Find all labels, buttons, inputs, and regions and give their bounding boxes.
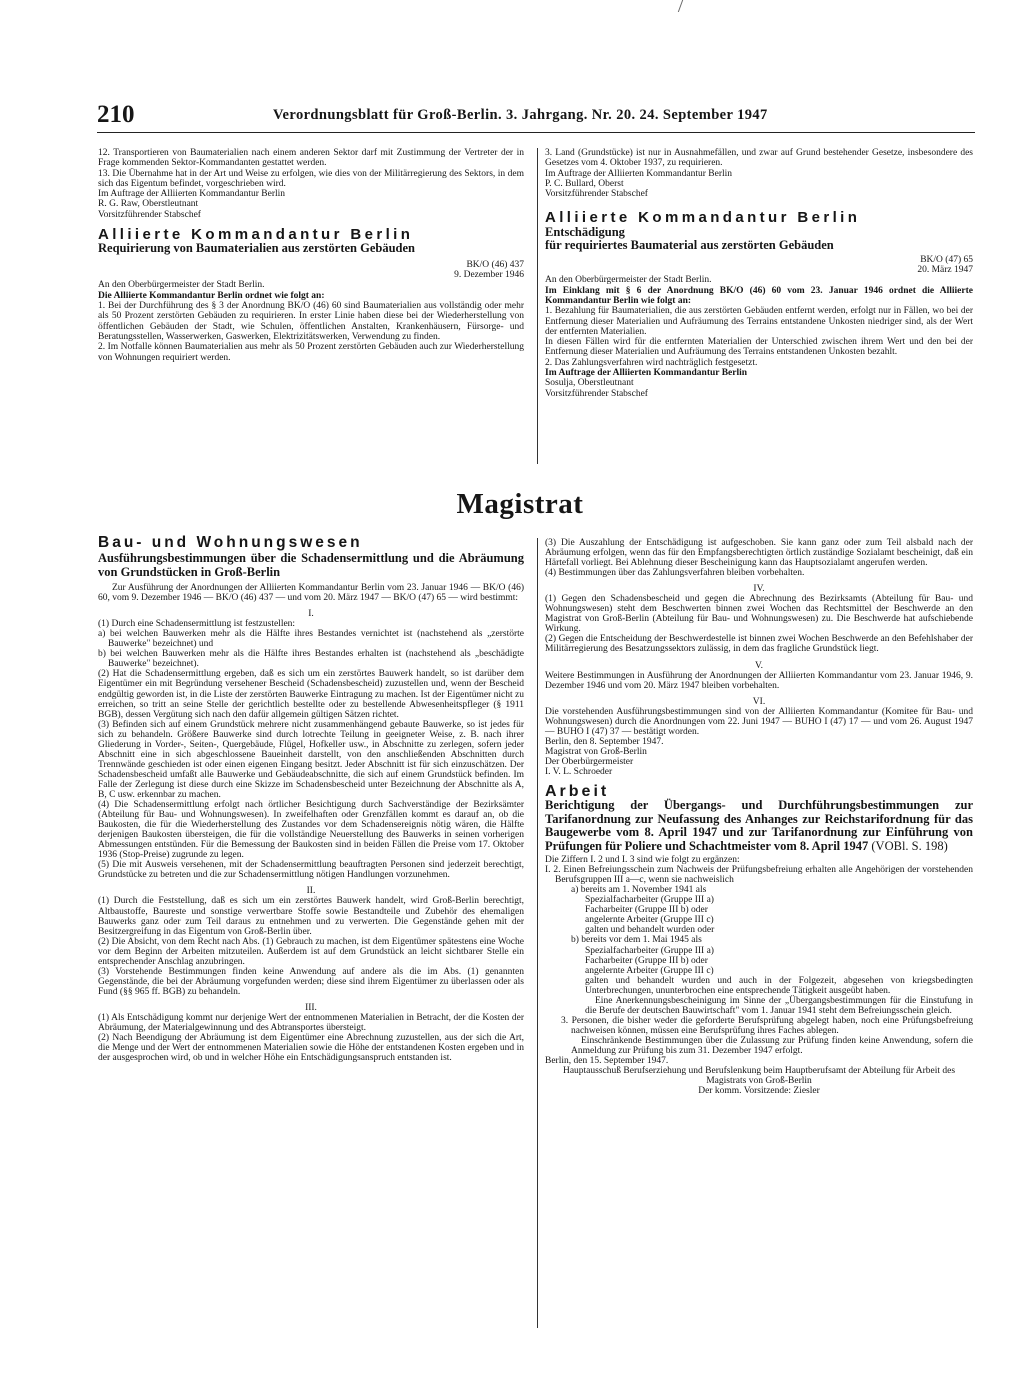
regulation-title: Ausführungsbestimmungen über die Schadensermittlung und die Abräumung von Grundstücken in Groß-Berlin	[98, 551, 524, 579]
item-a-line: Spezialfacharbeiter (Gruppe III a)	[585, 895, 714, 906]
roman-heading-5: V.	[754, 660, 763, 671]
roman-heading-4: IV.	[753, 584, 765, 595]
para-I-1: (1) Durch eine Schadensermittlung ist festzustellen:	[98, 619, 296, 630]
signature-role: Vorsitzführender Stabschef	[545, 388, 648, 399]
item-a-line: angelernte Arbeiter (Gruppe III c)	[585, 915, 714, 926]
signature-role: Vorsitzführender Stabschef	[545, 189, 648, 200]
para-2: 2. Im Notfalle können Baumaterialien aus mehr als 50 Prozent zerstörten Gebäuden auch zur Wiederherstellung von Wohnungen requiriert werden.	[98, 342, 524, 363]
header-rule	[97, 132, 975, 133]
correction-title	[545, 799, 973, 853]
item-b-line: Facharbeiter (Gruppe III b) oder	[585, 955, 708, 966]
item-a-line: galten und behandelt wurden oder	[585, 925, 715, 936]
item-I-2: I. 2. Einen Befreiungsschein zum Nachweis der Prüfungsbefreiung erhalten alle Angehörigen der vorstehenden Berufsgruppen III a—c, wenn sie nachweislich	[545, 865, 973, 886]
item-a-line: Facharbeiter (Gruppe III b) oder	[585, 905, 708, 916]
signature-name: P. C. Bullard, Oberst	[545, 178, 624, 189]
column-divider-bottom	[537, 538, 538, 1328]
ordinance-subtitle: Entschädigung	[545, 224, 625, 239]
para-V: Weitere Bestimmungen in Ausführung der Anordnungen der Alliierten Kommandantur vom 23. Januar 1946, 9. Dezember 1946 und vom 20. März 1947 bleiben vorbehalten.	[545, 670, 973, 691]
signature-name: I. V. L. Schroeder	[545, 766, 613, 777]
signer: Der komm. Vorsitzende: Ziesler	[698, 1086, 820, 1097]
para-IV-1: (1) Gegen den Schadensbescheid und gegen die Abrechnung des Bezirksamts (Abteilung für Bau- und Wohnungswesen) steht dem Beschwerten binnen zwei Wochen das Rechtsmittel der Beschwerde an den Magistrat von Groß-Berlin (Abteilung für Bau- und Wohnungswesen) zu. Die Beschwerde hat aufschiebende Wirkung.	[545, 594, 973, 635]
item-b-line: angelernte Arbeiter (Gruppe III c)	[585, 965, 714, 976]
addressee: An den Oberbürgermeister der Stadt Berlin.	[98, 280, 265, 291]
para-II-2: (2) Die Absicht, von dem Recht nach Abs. (1) Gebrauch zu machen, ist dem Eigentümer spätestens eine Woche vor dem Beginn der Arbeiten mitzuteilen. Außerdem ist auf dem Grundstück an leicht sichtbarer Stelle ein entsprechender Anschlag anzubringen.	[98, 936, 524, 967]
para-I-1a: a) bei welchen Bauwerken mehr als die Hälfte ihres Bestandes vernichtet ist (nachstehend als „zerstörte Bauwerke" bezeichnet) und	[98, 629, 524, 650]
para-1b: In diesen Fällen wird für die entfernten Materialien der Unterschied zwischen ihrem Wert und den bei der Entfernung dieser Materialien und Aufräumung des Terrains entstandenen Unkosten bezahlt.	[545, 337, 973, 358]
item-13: 13. Die Übernahme hat in der Art und Weise zu erfolgen, wie dies von der Militärregierung des Sektors, in dem sich das Eigentum befindet, vorgeschrieben wird.	[98, 168, 524, 189]
correction-title-ref: (VOBl. S. 198)	[871, 838, 948, 853]
kommandantur-heading: Alliierte Kommandantur Berlin	[98, 226, 414, 244]
item-12: 12. Transportieren von Baumaterialien nach einem anderen Sektor darf mit Zustimmung der Vertreter der in Frage kommenden Sektor-Kommandanten gestattet werden.	[98, 148, 524, 169]
magistrat-heading: Magistrat	[456, 488, 584, 520]
header-title: Verordnungsblatt für Groß-Berlin. 3. Jahrgang. Nr. 20. 24. September 1947	[273, 107, 768, 123]
ordinance-date: 20. März 1947	[917, 265, 973, 276]
left-top-column	[98, 148, 524, 363]
para-VI: Die vorstehenden Ausführungsbestimmungen sind von der Alliierten Kommandantur (Komitee für Bau- und Wohnungswesen) durch die Anordnungen vom 22. Juni 1947 — BUHO I (47) 17 — und vom 26. August 1947 — BUHO I (47) 37 — bestätigt worden.	[545, 706, 973, 737]
ordinance-date: 9. Dezember 1946	[454, 270, 524, 281]
para-I-4: (4) Die Schadensermittlung erfolgt nach örtlicher Besichtigung durch Sachverständige der Bezirksämter (Abteilung für Bau- und Wohnungswesen). In zweifelhaften oder Grenzfällen kommt es darauf an, ob die Baukosten, die für die Wiederherstellung des Zustandes vor dem Schadensereignis nötig wären, die Hälfte derjenigen Baukosten übersteigen, die für die vollständige Neuerstellung des Bauwerks in seinen vorherigen Abmessungen entstünden. Für die Bemessung der Baukosten sind in beiden Fällen die Preise vom 17. Oktober 1936 (Stop-Preise) zugrunde zu legen.	[98, 800, 524, 861]
para-I-2: (2) Hat die Schadensermittlung ergeben, daß es sich um ein zerstörtes Bauwerk handelt, so ist darüber dem Eigentümer ein mit Begründung versehener Bescheid (Schadensbescheid) zuzustellen und, wenn der Bescheid endgültig geworden ist, in die Liste der zerstörten Bauwerke Eintragung zu machen. Ist der Eigentümer nicht zu erreichen, so tritt an seine Stelle der gerichtlich bestellte oder zu bestellende Abwesenheitspfleger (§ 1911 BGB), dessen Vergütung sich nach den dafür allgemein gültigen Sätzen richtet.	[98, 669, 524, 720]
page-number: 210	[97, 101, 135, 128]
para-III-3: (3) Die Auszahlung der Entschädigung ist aufgeschoben. Sie kann ganz oder zum Teil alsbald nach der Abräumung erfolgen, wenn das für den Empfangsberechtigten örtlich zuständige Sozialamt bescheinigt, daß ein Härtefall vorliegt. Bei Ablehnung dieser Bescheinigung kann das Hauptsozialamt angerufen werden.	[545, 538, 973, 569]
para-IV-2: (2) Gegen die Entscheidung der Beschwerdestelle ist binnen zwei Wochen Beschwerde an den Befehlshaber der Militärregierung des Besatzungssektors zulässig, in dem das fragliche Grundstück liegt.	[545, 634, 973, 655]
right-bottom-column	[545, 538, 973, 1096]
para-I-1b: b) bei welchen Bauwerken mehr als die Hälfte ihres Bestandes erhalten ist (nachstehend als „beschädigte Bauwerke" bezeichnet).	[98, 649, 524, 670]
para-III-2: (2) Nach Beendigung der Abräumung ist dem Eigentümer eine Abrechnung zuzustellen, aus der sich die Art, die Menge und der Wert der entnommenen Materialien sowie die Höhe der entstandenen Kosten ergeben und in der ausgesprochen wird, ob und in welcher Höhe ein Entschädigungsanspruch entstanden ist.	[98, 1033, 524, 1064]
para-2: 2. Das Zahlungsverfahren wird nachträglich festgesetzt.	[545, 357, 758, 368]
regulation-intro: Zur Ausführung der Anordnungen der Alliierten Kommandantur Berlin vom 23. Januar 1946 — BK/O (46) 60, vom 9. Dezember 1946 — BK/O (46) 437 — und vom 20. März 1947 — BK/O (47) 65 — wird bestimmt:	[98, 583, 524, 604]
page-header	[97, 103, 977, 133]
right-top-column	[545, 148, 973, 399]
item-b-head: b) bereits vor dem 1. Mai 1945 als	[571, 935, 702, 946]
section-heading: Arbeit	[545, 783, 610, 801]
signature-name: R. G. Raw, Oberstleutnant	[98, 199, 199, 210]
para-III-1: (1) Als Entschädigung kommt nur derjenige Wert der entnommenen Materialien in Betracht, der die Kosten der Abräumung, der Materialgewinnung und des Abtransportes übersteigt.	[98, 1012, 524, 1034]
correction-title-text: Berichtigung der Übergangs- und Durchführungsbestimmungen zur Tarifanordnung zur Neufassung des Anhanges zur Reichstarifordnung für das Baugewerbe vom 8. April 1947 und zur Tarifanordnung zur Einführung von Prüfungen für Poliere und Schachtmeister vom 8. April 1947	[545, 798, 973, 853]
signature-role: Der Oberbürgermeister	[545, 756, 634, 767]
para-II-1: (1) Durch die Feststellung, daß es sich um ein zerstörtes Bauwerk handelt, wird Groß-Berlin berechtigt, Altbaustoffe, Baureste und sonstige verwertbare Stoffe sowie Bestandteile und Zubehör des ehemaligen Bauwerks ganz oder zum Teil daraus zu entnehmen und zu verwerten. Die Gegenstände gehen mit der Besitzergreifung in das Eigentum von Groß-Berlin über.	[98, 896, 524, 937]
ordinance-intro: Die Alliierte Kommandantur Berlin ordnet wie folgt an:	[98, 290, 325, 301]
correction-lead: Die Ziffern I. 2 und I. 3 sind wie folgt zu ergänzen:	[545, 855, 740, 866]
signature-role: Vorsitzführender Stabschef	[98, 209, 201, 220]
date-line: Berlin, den 15. September 1947.	[545, 1056, 669, 1067]
signature-line: Im Auftrage der Alliierten Kommandantur Berlin	[545, 168, 733, 179]
para-III-4: (4) Bestimmungen über das Zahlungsverfahren bleiben vorbehalten.	[545, 568, 805, 579]
roman-heading-3: III.	[305, 1002, 317, 1013]
roman-heading-1: I.	[308, 609, 314, 620]
signature-line: Im Auftrage der Alliierten Kommandantur Berlin	[545, 368, 748, 379]
scan-mark	[678, 0, 689, 12]
signature-line: Magistrat von Groß-Berlin	[545, 746, 647, 757]
item-a-head: a) bereits am 1. November 1941 als	[571, 885, 707, 896]
roman-heading-6: VI.	[752, 696, 766, 707]
item-3: 3. Land (Grundstücke) ist nur in Ausnahmefällen, und zwar auf Grund bestehender Gesetze, insbesondere des Gesetzes vom 4. Oktober 1937, zu requirieren.	[545, 148, 973, 169]
item-b-tail: galten und behandelt wurden und auch in der Folgezeit, abgesehen von kriegsbedingten Unterbrechungen, ununterbrochen eine entsprechende Tätigkeit ausgeübt haben.	[585, 975, 973, 996]
recognition-note: Eine Anerkennungsbescheinigung im Sinne der „Übergangsbestimmungen für die Einstufung in die Berufe der deutschen Bauwirtschaft" vom 1. Januar 1941 steht dem Befreiungsschein gleich.	[585, 995, 973, 1016]
issuer: Hauptausschuß Berufserziehung und Berufslenkung beim Hauptberufsamt der Abteilung für Arbeit des Magistrats von Groß-Berlin	[562, 1066, 956, 1087]
ordinance-intro: Im Einklang mit § 6 der Anordnung BK/O (46) 60 vom 23. Januar 1946 ordnet die Alliierte Kommandantur Berlin wie folgt an:	[545, 285, 973, 306]
kommandantur-heading: Alliierte Kommandantur Berlin	[545, 209, 861, 227]
ordinance-ref: BK/O (46) 437	[466, 259, 524, 270]
left-bottom-column	[98, 534, 524, 1064]
signature-line: Im Auftrage der Alliierten Kommandantur Berlin	[98, 189, 286, 200]
roman-heading-2: II.	[306, 886, 316, 897]
item-I-3b: Einschränkende Bestimmungen über die Zulassung zur Prüfung finden keine Anwendung, sofern die Anmeldung zur Prüfung bis zum 31. Dezember 1947 erfolgt.	[571, 1035, 973, 1056]
ordinance-ref: BK/O (47) 65	[920, 254, 973, 265]
para-1: 1. Bei der Durchführung des § 3 der Anordnung BK/O (46) 60 sind Baumaterialien aus vollständig oder mehr als 50 Prozent zerstörten Gebäuden zu requirieren. In erster Linie haben diese bei der Wiederherstellung von öffentlichen Gebäuden der Stadt, wie Schulen, öffentlichen Anstalten, Krankenhäusern, Fürsorge- und Beratungsstellen, Wasserwerken, Gaswerken, Elektrizitätswerken, Verwendung zu finden.	[98, 301, 524, 342]
signature-name: Sosulja, Oberstleutnant	[545, 378, 634, 389]
item-b-line: Spezialfacharbeiter (Gruppe III a)	[585, 945, 714, 956]
ordinance-subtitle-2: für requiriertes Baumaterial aus zerstörten Gebäuden	[545, 238, 834, 253]
addressee: An den Oberbürgermeister der Stadt Berlin.	[545, 275, 712, 286]
date-line: Berlin, den 8. September 1947.	[545, 736, 664, 747]
ordinance-subtitle: Requirierung von Baumaterialien aus zerstörten Gebäuden	[98, 241, 416, 256]
item-I-3: 3. Personen, die bisher weder die geforderte Berufsprüfung abgelegt haben, noch eine Prüfungsbefreiung nachweisen können, müssen eine Berufsprüfung ihres Faches ablegen.	[561, 1015, 973, 1036]
para-I-5: (5) Die mit Ausweis versehenen, mit der Schadensermittlung beauftragten Personen sind jederzeit berechtigt, Grundstücke zu betreten und die zur Schadensermittlung nötigen Handlungen vorzunehmen.	[98, 860, 524, 881]
para-I-3: (3) Befinden sich auf einem Grundstück mehrere nicht zusammenhängend gebaute Bauwerke, so ist jedes für sich zu behandeln. Größere Bauwerke sind durch lotrechte Teilung in geeigneter Weise, z. B. nach ihrer Gliederung in Vorder-, Seiten-, Quergebäude, Flügel, Hofkeller usw., in Abschnitte zu zerlegen, sofern jeder Abschnitt eine in sich abgeschlossene Baueinheit darstellt, von den anschließenden Abschnitten durch Trennwände geschieden ist oder einen eigenen Eingang besitzt. Jeder Abschnitt ist für sich einzuschätzen. Der Schadensbescheid umfaßt alle Bauwerke und Gebäudeabschnitte, die sich auf einem Grundstück befinden. Im Falle der Zerlegung ist diese durch eine Skizze im Schadensbescheid unter Bezeichnung der Abschnitte als A, B, C usw. erkennbar zu machen.	[98, 719, 524, 800]
column-divider-top	[537, 148, 538, 464]
para-1: 1. Bezahlung für Baumaterialien, die aus zerstörten Gebäuden entfernt werden, erfolgt nur in Fällen, wo bei der Entfernung dieser Materialien und Aufräumung des Terrains entstandene Unkosten niedriger sind, als der Wert der entfernten Materialien.	[545, 306, 973, 337]
para-II-3: (3) Vorstehende Bestimmungen finden keine Anwendung auf andere als die im Abs. (1) genannten Gegenstände, die bei der Abräumung vorgefunden werden; diese sind ihrem Eigentümer zu überlassen oder als Fund (§§ 965 ff. BGB) zu behandeln.	[98, 966, 524, 997]
section-heading: Bau- und Wohnungswesen	[98, 534, 363, 551]
